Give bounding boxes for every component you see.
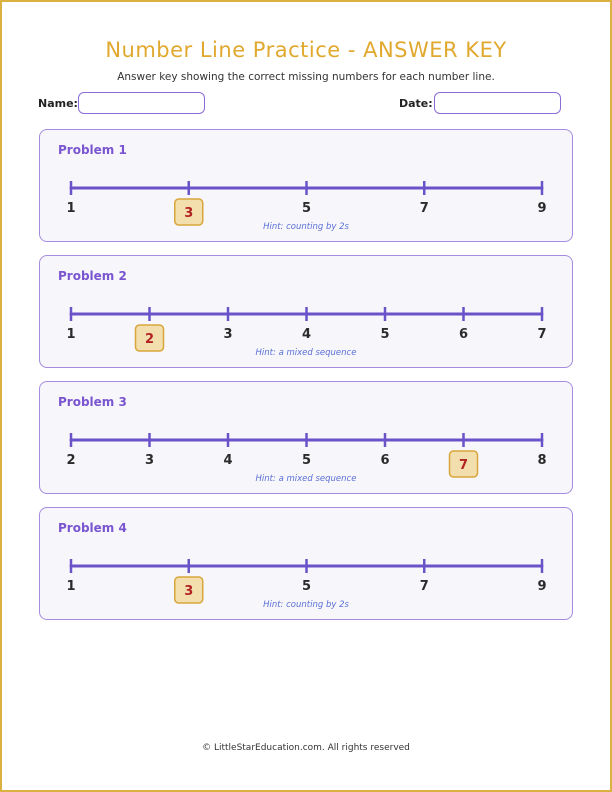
- problem-hint: Hint: counting by 2s: [263, 600, 349, 610]
- problem-title: Problem 4: [58, 521, 127, 535]
- tick-label: 2: [66, 453, 76, 468]
- problem-card: [39, 507, 573, 620]
- tick-label: 7: [537, 327, 547, 342]
- problem-hint: Hint: counting by 2s: [263, 222, 349, 232]
- name-field[interactable]: [78, 92, 205, 114]
- tick-label: 1: [66, 201, 76, 216]
- tick-label: 9: [537, 579, 547, 594]
- tick-label: 6: [380, 453, 390, 468]
- tick-label: 3: [144, 453, 155, 468]
- date-label: Date:: [399, 97, 433, 110]
- tick-label: 5: [380, 327, 390, 342]
- tick-label: 3: [223, 327, 233, 342]
- problem-card: [39, 129, 573, 242]
- tick-label: 8: [537, 453, 547, 468]
- problem-card: [39, 381, 573, 494]
- answer-value: 2: [144, 332, 155, 347]
- tick-label: 1: [66, 579, 76, 594]
- tick-label: 4: [301, 327, 312, 342]
- tick-label: 9: [537, 201, 547, 216]
- answer-value: 3: [184, 206, 194, 221]
- tick-label: 7: [419, 579, 429, 594]
- problem-title: Problem 2: [58, 269, 127, 283]
- problem-title: Problem 1: [58, 143, 127, 157]
- problem-card: [39, 255, 573, 368]
- date-field[interactable]: [434, 92, 561, 114]
- page-title: Number Line Practice - ANSWER KEY: [105, 38, 507, 62]
- problem-hint: Hint: a mixed sequence: [255, 348, 357, 358]
- tick-label: 5: [301, 453, 312, 468]
- answer-value: 7: [458, 458, 469, 473]
- problem-title: Problem 3: [58, 395, 127, 409]
- page-subtitle: Answer key showing the correct missing numbers for each number line.: [117, 71, 495, 83]
- name-label: Name:: [38, 97, 78, 110]
- tick-label: 5: [301, 579, 312, 594]
- tick-label: 4: [223, 453, 233, 468]
- footer-copyright: © LittleStarEducation.com. All rights reserved: [202, 743, 410, 753]
- tick-label: 6: [458, 327, 469, 342]
- tick-label: 5: [301, 201, 312, 216]
- tick-label: 7: [419, 201, 429, 216]
- tick-label: 1: [66, 327, 76, 342]
- answer-value: 3: [184, 584, 194, 599]
- problem-hint: Hint: a mixed sequence: [255, 474, 357, 484]
